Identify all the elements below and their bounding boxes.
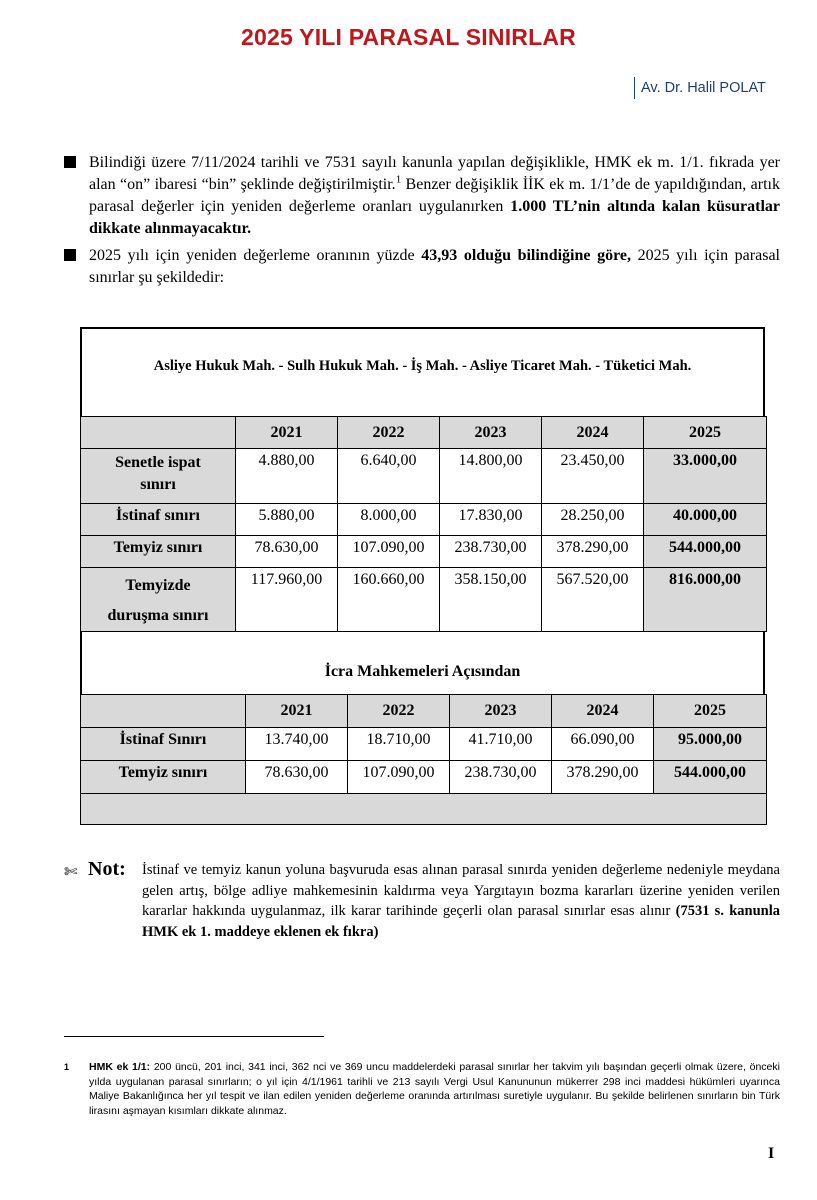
table-row (81, 536, 767, 568)
cell-value: 78.630,00 (236, 536, 338, 568)
cell-value: 4.880,00 (236, 449, 338, 504)
cell-value: 378.290,00 (542, 536, 644, 568)
cell-value-2025: 40.000,00 (644, 504, 767, 536)
cell-value-2025: 544.000,00 (644, 536, 767, 568)
cell-value: 5.880,00 (236, 504, 338, 536)
cell-value-2025: 95.000,00 (654, 728, 767, 761)
table-row (81, 728, 767, 761)
cell-value: 14.800,00 (440, 449, 542, 504)
table1-year: 2021 (236, 417, 338, 449)
table2-year: 2023 (450, 695, 552, 728)
table-row (81, 449, 767, 504)
cell-value: 41.710,00 (450, 728, 552, 761)
row-label: İstinaf sınırı (81, 504, 236, 536)
cell-value: 78.630,00 (246, 761, 348, 794)
row-label: Temyiz sınırı (81, 761, 246, 794)
cell-value: 28.250,00 (542, 504, 644, 536)
table2-year: 2024 (552, 695, 654, 728)
table2-year: 2022 (348, 695, 450, 728)
table-row (81, 568, 767, 632)
table1-year: 2025 (644, 417, 767, 449)
row-label: İstinaf Sınırı (81, 728, 246, 761)
table-row (81, 504, 767, 536)
cell-value-2025: 816.000,00 (644, 568, 767, 632)
cell-value: 117.960,00 (236, 568, 338, 632)
footnote-ref[interactable]: 1 (395, 173, 402, 186)
table2-footer-row (81, 794, 767, 825)
table1-year: 2024 (542, 417, 644, 449)
cell-value: 13.740,00 (246, 728, 348, 761)
cell-value-2025: 33.000,00 (644, 449, 767, 504)
note-title: Not: (88, 858, 126, 880)
note-text: İstinaf ve temyiz kanun yoluna başvuruda esas alınan parasal sınırda yeniden değerleme nedeniyle meydana gelen artış, bölge adliye mahkemesinin kaldırma veya Yargıtayın bozma kararları üzerine yeniden verilen kararlar hakkında uygulanmaz, ilk karar tarihinde geçerli olan parasal sınırlar esas alınır (7531 s. kanunla HMK ek 1. maddeye eklenen ek fıkra) (142, 862, 780, 940)
row-label: Temyiz sınırı (81, 536, 236, 568)
row-label: Senetle ispat sınırı (81, 449, 236, 504)
table-row (81, 761, 767, 794)
cell-value: 238.730,00 (450, 761, 552, 794)
cell-value: 567.520,00 (542, 568, 644, 632)
cell-value: 6.640,00 (338, 449, 440, 504)
paragraph-2: 2025 yılı için yeniden değerleme oranının yüzde 43,93 olduğu bilindiğine göre, 2025 yılı için parasal sınırlar şu şekildedir: (64, 245, 780, 289)
cell-value: 107.090,00 (338, 536, 440, 568)
cell-value-2025: 544.000,00 (654, 761, 767, 794)
cell-value: 160.660,00 (338, 568, 440, 632)
cell-value: 358.150,00 (440, 568, 542, 632)
table1-caption: Asliye Hukuk Mah. - Sulh Hukuk Mah. - İş Mah. - Asliye Ticaret Mah. - Tüketici Mah. (153, 358, 692, 374)
author-name: Av. Dr. Halil POLAT (634, 77, 766, 99)
cell-value: 238.730,00 (440, 536, 542, 568)
cell-value: 66.090,00 (552, 728, 654, 761)
footnote-text: HMK ek 1/1: 200 üncü, 201 inci, 341 inci, 362 nci ve 369 uncu maddelerdeki parasal sınırlar her takvim yılı başından geçerli olmak üzere, önceki yılda uygulanan parasal sınırların; o yıl için 4/1/1961 tarihli ve 213 sayılı Vergi Usul Kanununun mükerrer 298 inci maddesi hükümleri uyarınca Maliye Bakanlığınca her yıl tespit ve ilan edilen yeniden değerleme oranında artırılması suretiyle uygulanır. Bu şekilde belirlenen sınırların bin Türk lirasını aşmayan kısımları dikkate alınmaz. (89, 1061, 780, 1117)
table2-year: 2021 (246, 695, 348, 728)
table2-corner (81, 695, 246, 728)
scissors-icon: ✄ (64, 862, 78, 881)
civil-courts-table (80, 416, 767, 632)
table2-year: 2025 (654, 695, 767, 728)
table2-caption: İcra Mahkemeleri Açısından (324, 663, 521, 680)
cell-value: 107.090,00 (348, 761, 450, 794)
page-number: I (768, 1145, 775, 1162)
cell-value: 378.290,00 (552, 761, 654, 794)
footnote-number: 1 (64, 1062, 70, 1072)
footnote (64, 1060, 780, 1118)
cell-value: 17.830,00 (440, 504, 542, 536)
cell-value: 23.450,00 (542, 449, 644, 504)
square-bullet-icon (64, 249, 76, 261)
row-label: Temyizde duruşma sınırı (81, 568, 236, 632)
note-block (64, 858, 780, 942)
page-title: 2025 YILI PARASAL SINIRLAR (241, 24, 576, 50)
footnote-separator (64, 1036, 324, 1037)
table1-corner (81, 417, 236, 449)
square-bullet-icon (64, 156, 76, 168)
enforcement-courts-table (80, 694, 767, 825)
table1-year: 2022 (338, 417, 440, 449)
paragraph-1: Bilindiği üzere 7/11/2024 tarihli ve 7531 sayılı kanunla yapılan değişiklikle, HMK ek m. 1/1. fıkrada yer alan “on” ibaresi “bin” şeklinde değiştirilmiştir.$^1$ Benzer değişiklik İİK ek m. 1/1’de de yapıldığından, artık parasal değerler için yeniden değerleme oranları uygulanırken 1.000 TL’nin altında kalan küsuratlar dikkate alınmayacaktır. (64, 152, 780, 240)
cell-value: 8.000,00 (338, 504, 440, 536)
table1-year: 2023 (440, 417, 542, 449)
cell-value: 18.710,00 (348, 728, 450, 761)
